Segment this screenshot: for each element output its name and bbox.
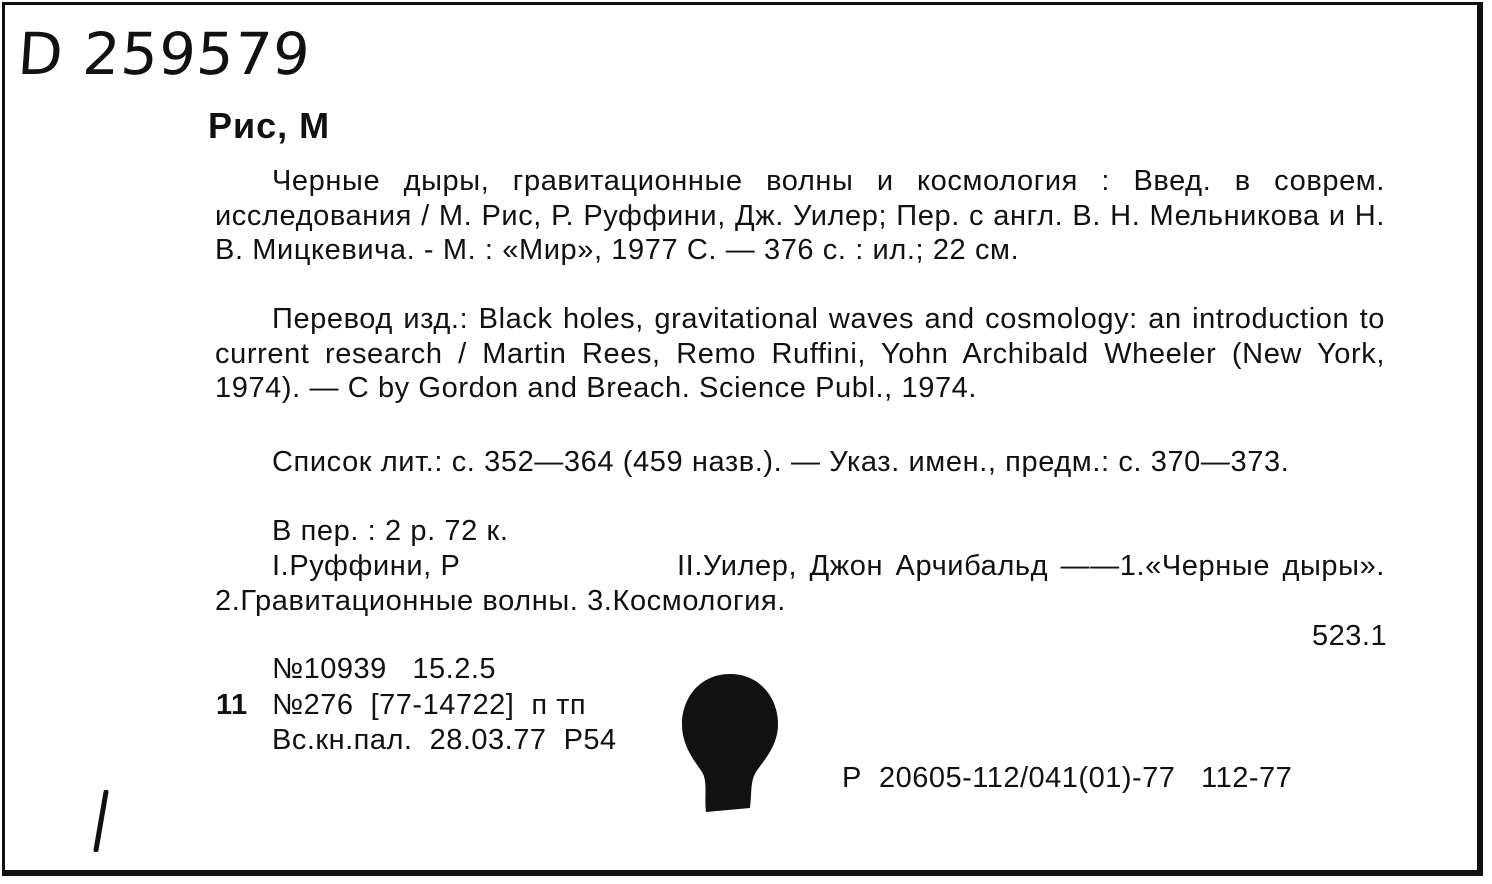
original-title-paragraph [215,302,1385,406]
tracing-rest: II.Уилер, Джон Арчибальд ——1.«Черные дыры». 2.Гравитационные волны. 3.Космология. [215,550,1385,617]
tracing-paragraph [215,549,1385,618]
author-heading: Рис, М [208,105,331,146]
price-line [215,514,1385,549]
card-id: D 259579 [15,20,313,88]
punch-hole-icon [678,672,782,814]
slash-mark-icon [90,790,110,852]
bibliography-text: Список лит.: с. 352—364 (459 назв.). — Указ. имен., предм.: с. 370—373. [272,446,1290,478]
price-text: В пер. : 2 р. 72 к. [272,515,509,547]
original-title-text: Перевод изд.: Black holes, gravitational waves and cosmology: an introduction to current research / Martin Rees, Remo Ruffini, Yohn Archibald Wheeler (New York, 1974). — C by Gordon and Breach. Science Publ., 1974. [215,303,1385,404]
tech-line-2: №276 [77-14722] п тп [272,689,587,721]
description-paragraph [215,164,1385,268]
tracing-first: I.Руффини, Р [272,550,461,582]
tech-line-3: Вс.кн.пал. 28.03.77 Р54 [272,724,617,756]
description-text: Черные дыры, гравитационные волны и космология : Введ. в соврем. исследования / М. Рис, Р. Руффини, Дж. Уилер; Пер. с англ. В. Н. Мельникова и Н. В. Мицкевича. - М. : «Мир», 1977 С. — 376 с. : ил.; 22 см. [215,165,1385,266]
tech-line-2-lead: 11 [216,689,248,721]
tech-line-1: №10939 15.2.5 [272,653,497,685]
publisher-code: Р 20605-112/041(01)-77 112-77 [842,762,1293,794]
bibliography-paragraph [215,445,1385,480]
classification-number: 523.1 [1312,620,1388,652]
